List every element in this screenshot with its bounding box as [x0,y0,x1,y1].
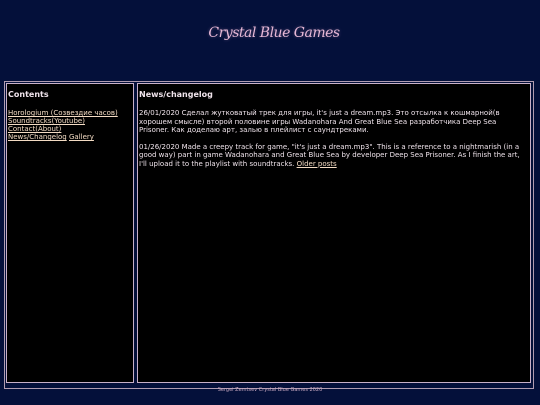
layout-frame [4,81,534,389]
news-post-english-text: 01/26/2020 Made a creepy track for game, "it's just a dream.mp3". This is a reference to a nightmarish (in a good way) part in game Wadanohara and Great Blue Sea by developer Deep Sea Prisoner. As I finish the art, I'll upload it to the playlist with soundtracks. [139,142,520,168]
news-post-russian: 26/01/2020 Сделал жутковатый трек для игры, it's just a dream.mp3. Это отсылка к кошмарной(в хорошем смысле) второй половине игры Wadanohara And Great Blue Sea разработчика Deep Sea Prisoner. Как доделаю арт, залью в плейлист с саундтреками. [139,109,500,134]
nav-link-gallery[interactable]: Gallery [68,133,94,141]
news-post-english [139,143,528,169]
nav-link-soundtracks[interactable]: Soundtracks(Youtube) [8,117,85,125]
nav-link-horologium[interactable]: Horologium (Созвездие часов) [8,109,118,117]
nav-link-news[interactable]: News/Changelog [8,133,67,141]
sidebar-heading: Contents [8,90,49,99]
footer: Sergei Zemtsev Crystal Blue Games 2020 [217,387,323,393]
nav-link-contact[interactable]: Contact(About) [8,125,62,133]
sidebar [6,83,134,383]
page-heading: News/changelog [139,90,213,99]
site-title: Crystal Blue Games [208,25,340,41]
main-content [137,83,531,383]
older-posts-link[interactable]: Older posts [296,159,337,168]
